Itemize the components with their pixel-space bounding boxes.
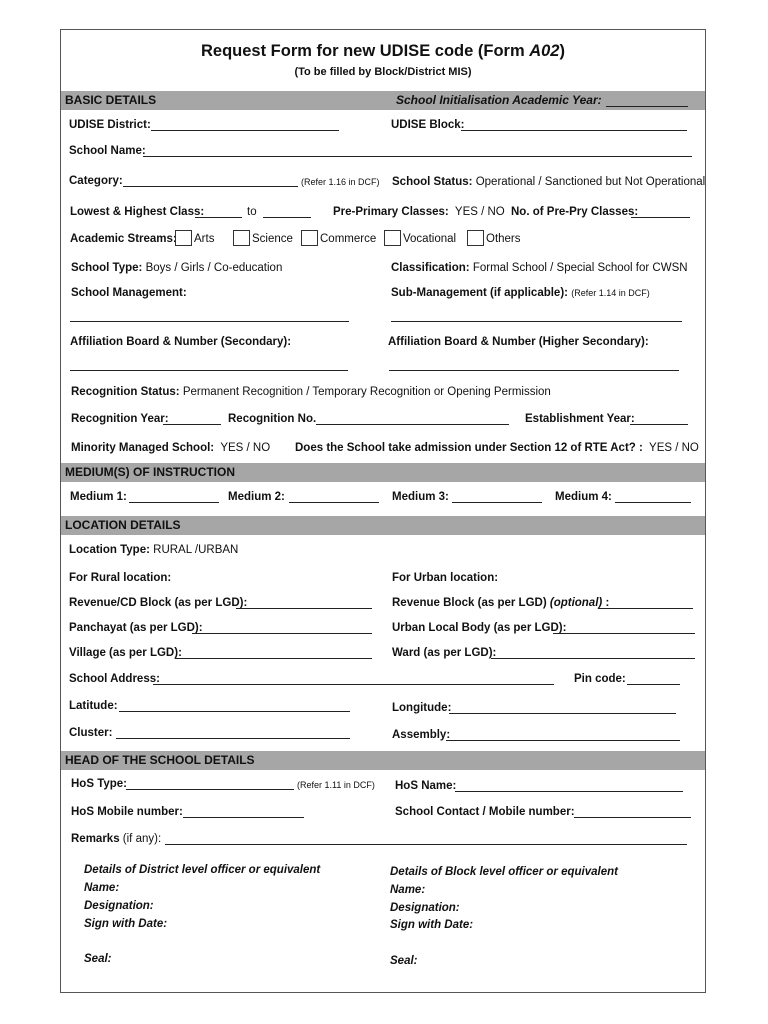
- latitude-line[interactable]: [119, 711, 350, 712]
- medium-3-line[interactable]: [452, 502, 542, 503]
- recognition-year-line[interactable]: [163, 424, 221, 425]
- district-officer-seal-label: Seal:: [84, 953, 112, 965]
- school-address-label: School Address:: [69, 673, 160, 685]
- panchayat-line[interactable]: [192, 633, 372, 634]
- district-officer-name-label: Name:: [84, 882, 120, 894]
- medium-header: MEDIUM(S) OF INSTRUCTION: [61, 463, 705, 482]
- school-management-line[interactable]: [70, 321, 349, 322]
- medium-3-label: Medium 3:: [392, 491, 449, 503]
- school-contact-line[interactable]: [574, 817, 691, 818]
- medium-4-label: Medium 4:: [555, 491, 612, 503]
- longitude-label: Longitude:: [392, 702, 452, 714]
- stream-others-checkbox[interactable]: [467, 230, 484, 246]
- udise-block-line[interactable]: [461, 130, 687, 131]
- school-management-label: School Management:: [71, 287, 187, 299]
- district-officer-heading: Details of District level officer or equivalent: [84, 864, 321, 876]
- form-subtitle: (To be filled by Block/District MIS): [294, 66, 472, 78]
- form-title: Request Form for new UDISE code (Form A02): [201, 42, 565, 60]
- sub-management: Sub-Management (if applicable): (Refer 1.14 in DCF): [391, 287, 650, 299]
- pin-code-label: Pin code:: [574, 673, 626, 685]
- medium-4-line[interactable]: [615, 502, 691, 503]
- village-line[interactable]: [175, 658, 372, 659]
- medium-2-label: Medium 2:: [228, 491, 285, 503]
- revenue-block-label: Revenue Block (as per LGD) (optional) :: [392, 597, 610, 609]
- stream-science-checkbox[interactable]: [233, 230, 250, 246]
- block-officer-sign-label: Sign with Date:: [390, 919, 474, 931]
- block-officer-designation-label: Designation:: [390, 902, 460, 914]
- school-status: School Status: Operational / Sanctioned but Not Operational: [392, 176, 706, 188]
- sub-management-line[interactable]: [391, 321, 682, 322]
- location-type: Location Type: RURAL /URBAN: [69, 544, 239, 556]
- revenue-cd-block-line[interactable]: [236, 608, 372, 609]
- hos-type-line[interactable]: [126, 789, 294, 790]
- stream-arts-label: Arts: [194, 233, 215, 245]
- establishment-year-line[interactable]: [630, 424, 688, 425]
- panchayat-label: Panchayat (as per LGD):: [69, 622, 203, 634]
- affiliation-higher-line[interactable]: [389, 370, 679, 371]
- lowest-class-line[interactable]: [195, 217, 242, 218]
- school-type: School Type: Boys / Girls / Co-education: [71, 262, 283, 274]
- revenue-block-line[interactable]: [598, 608, 693, 609]
- stream-commerce-label: Commerce: [320, 233, 377, 245]
- to-label: to: [247, 206, 257, 218]
- recognition-year-label: Recognition Year:: [71, 413, 169, 425]
- hos-type-label: HoS Type:: [71, 778, 128, 790]
- urban-local-body-line[interactable]: [553, 633, 695, 634]
- hos-mobile-label: HoS Mobile number:: [71, 806, 183, 818]
- district-officer-designation-label: Designation:: [84, 900, 154, 912]
- recognition-no-line[interactable]: [316, 424, 509, 425]
- urban-local-body-label: Urban Local Body (as per LGD):: [392, 622, 567, 634]
- remarks-line[interactable]: [165, 844, 687, 845]
- school-address-line[interactable]: [153, 684, 554, 685]
- cluster-line[interactable]: [116, 738, 350, 739]
- highest-class-line[interactable]: [263, 217, 311, 218]
- medium-1-label: Medium 1:: [70, 491, 127, 503]
- form-page: [60, 29, 706, 993]
- hos-type-ref: (Refer 1.11 in DCF): [297, 780, 375, 790]
- assembly-line[interactable]: [446, 740, 680, 741]
- latitude-label: Latitude:: [69, 700, 118, 712]
- block-officer-seal-label: Seal:: [390, 955, 418, 967]
- village-label: Village (as per LGD):: [69, 647, 182, 659]
- hos-header: HEAD OF THE SCHOOL DETAILS: [61, 751, 705, 770]
- stream-vocational-checkbox[interactable]: [384, 230, 401, 246]
- establishment-year-label: Establishment Year:: [525, 413, 635, 425]
- hos-name-line[interactable]: [455, 791, 683, 792]
- remarks-label: Remarks (if any):: [71, 833, 162, 845]
- affiliation-higher-label: Affiliation Board & Number (Higher Secondary):: [388, 336, 649, 348]
- udise-block-label: UDISE Block:: [391, 119, 465, 131]
- academic-streams-label: Academic Streams:: [70, 233, 177, 245]
- stream-others-label: Others: [486, 233, 521, 245]
- affiliation-secondary-line[interactable]: [70, 370, 348, 371]
- udise-district-label: UDISE District:: [69, 119, 151, 131]
- stream-vocational-label: Vocational: [403, 233, 457, 245]
- stream-commerce-checkbox[interactable]: [301, 230, 318, 246]
- minority-managed: Minority Managed School: YES / NO: [71, 442, 271, 454]
- pin-code-line[interactable]: [627, 684, 680, 685]
- revenue-cd-block-label: Revenue/CD Block (as per LGD):: [69, 597, 248, 609]
- rural-location-label: For Rural location:: [69, 572, 172, 584]
- school-contact-label: School Contact / Mobile number:: [395, 806, 575, 818]
- no-pre-pry-line[interactable]: [631, 217, 690, 218]
- hos-name-label: HoS Name:: [395, 780, 457, 792]
- academic-year-label: School Initialisation Academic Year:: [396, 93, 602, 107]
- school-name-line[interactable]: [143, 156, 692, 157]
- district-officer-sign-label: Sign with Date:: [84, 918, 168, 930]
- udise-district-line[interactable]: [151, 130, 339, 131]
- hos-mobile-line[interactable]: [183, 817, 304, 818]
- affiliation-secondary-label: Affiliation Board & Number (Secondary):: [70, 336, 292, 348]
- ward-line[interactable]: [491, 658, 695, 659]
- recognition-status: Recognition Status: Permanent Recognition / Temporary Recognition or Opening Permission: [71, 386, 551, 398]
- medium-2-line[interactable]: [289, 502, 379, 503]
- ward-label: Ward (as per LGD):: [392, 647, 497, 659]
- classification: Classification: Formal School / Special School for CWSN: [391, 262, 688, 274]
- school-name-label: School Name:: [69, 145, 146, 157]
- category-line[interactable]: [123, 186, 298, 187]
- urban-location-label: For Urban location:: [392, 572, 499, 584]
- recognition-no-label: Recognition No.: [228, 413, 317, 425]
- academic-year-line[interactable]: [606, 106, 688, 107]
- stream-science-label: Science: [252, 233, 293, 245]
- cluster-label: Cluster:: [69, 727, 113, 739]
- medium-1-line[interactable]: [129, 502, 219, 503]
- no-pre-pry-label: No. of Pre-Pry Classes:: [511, 206, 639, 218]
- location-header: LOCATION DETAILS: [61, 516, 705, 535]
- basic-details-header: BASIC DETAILS School Initialisation Academic Year:: [61, 91, 705, 110]
- longitude-line[interactable]: [449, 713, 676, 714]
- rte-admission: Does the School take admission under Section 12 of RTE Act? : YES / NO: [295, 442, 699, 454]
- category-label: Category:: [69, 175, 123, 187]
- stream-arts-checkbox[interactable]: [175, 230, 192, 246]
- pre-primary: Pre-Primary Classes: YES / NO: [333, 206, 505, 218]
- assembly-label: Assembly:: [392, 729, 451, 741]
- block-officer-heading: Details of Block level officer or equivalent: [390, 866, 618, 878]
- category-ref: (Refer 1.16 in DCF): [301, 177, 380, 187]
- block-officer-name-label: Name:: [390, 884, 426, 896]
- lowest-highest-label: Lowest & Highest Class:: [70, 206, 205, 218]
